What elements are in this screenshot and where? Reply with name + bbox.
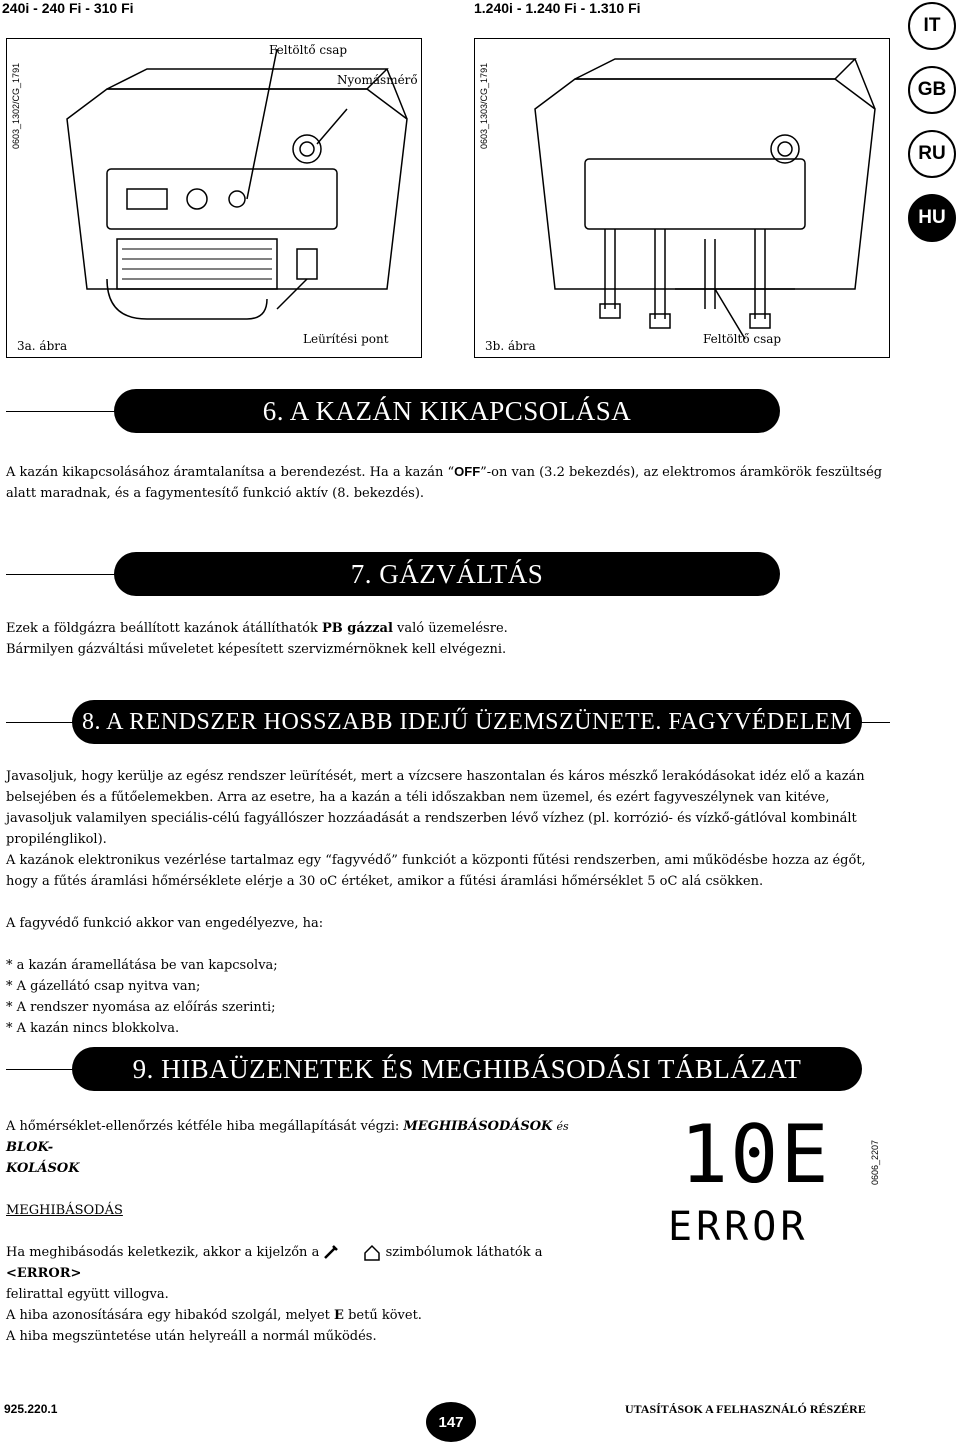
display-figure [660,1110,860,1270]
list-item: * A gázellátó csap nyitva van; [6,979,201,994]
footer-doc-number: 925.220.1 [4,1402,58,1416]
label-fill-tap: Feltöltő csap [703,332,782,346]
paragraph: A hiba megszüntetése után helyreáll a normál működés. [6,1329,377,1344]
footer-title: UTASÍTÁSOK A FELHASZNÁLÓ RÉSZÉRE [625,1402,866,1416]
figure-caption: 3a. ábra [17,339,68,353]
page-number: 147 [426,1402,476,1442]
list-item: * A kazán nincs blokkolva. [6,1021,180,1036]
figure-code: 0603_1303/CG_1791 [479,62,489,149]
header-model-right: 1.240i - 1.240 Fi - 1.310 Fi [474,0,641,16]
paragraph: Javasoljuk, hogy kerülje az egész rendszer leürítését, mert a vízcsere haszontalan és káros mészkő lerakódásokat idéz elő a kazán belsejében és a fűtőelemekben. Arra az esetre, ha a kazán a téli időszakban nem üzemel, és ezért fagyveszélynek van kitéve, javasoljuk valamilyen speciális-célú fagyállószer hozzáadását a rendszerben lévő vízhez (pl. korrózió- és vízkő-gátlóval kombinált propilénglikol). [6,769,865,847]
section-9-text [6,1116,606,1347]
paragraph: A kazán kikapcsolásához áramtalanítsa a berendezést. Ha a kazán “OFF”-on van (3.2 bekezdés), az elektromos áramkörök feszültség alatt maradnak, és a fagymentesítő funkció aktív (8. bekezdés). [6,464,883,501]
figure-3a [6,38,422,358]
section-8-text [6,766,896,1039]
wrench-icon [323,1244,363,1262]
subheading: MEGHIBÁSODÁS [6,1203,123,1218]
paragraph: A fagyvédő funkció akkor van engedélyezve, ha: [6,916,324,931]
label-drain-point: Leürítési pont [303,332,389,346]
boiler-bottom-illustration [515,49,885,349]
display-error-code: 10E [680,1108,831,1201]
section-divider [6,411,126,412]
paragraph: felirattal együtt villogva. [6,1287,169,1302]
figure-caption: 3b. ábra [485,339,536,353]
lang-tab-ru[interactable]: RU [908,130,956,178]
lang-tab-hu[interactable]: HU [908,194,956,242]
section-7-title: 7. GÁZVÁLTÁS [114,552,780,596]
display-error-text: ERROR [668,1204,809,1250]
paragraph: A kazánok elektronikus vezérlése tartalmaz egy “fagyvédő” funkciót a központi fűtési rendszerben, ami működésbe hozza az égőt, hogy a fűtés áramlási hőmérséklete elérje a 30 oC értéket, amikor a fűtési áramlási hőmérséklet 5 oC alá csökken. [6,853,866,889]
section-7-text [6,618,896,660]
section-6-text [6,461,896,504]
lang-tab-gb[interactable]: GB [908,66,956,114]
paragraph: A hőmérséklet-ellenőrzés kétféle hiba megállapítását végzi: MEGHIBÁSODÁSOK és BLOK- KOLÁSOK [6,1119,569,1176]
boiler-front-illustration [47,49,417,349]
section-9-title: 9. HIBAÜZENETEK ÉS MEGHIBÁSODÁSI TÁBLÁZAT [72,1047,862,1091]
paragraph: Ha meghibásodás keletkezik, akkor a kijelzőn a szimbólumok láthatók a <ERROR> [6,1245,543,1281]
section-divider [6,574,126,575]
list-item: * a kazán áramellátása be van kapcsolva; [6,958,278,973]
figure-code: 0606_2207 [870,1139,880,1185]
section-8-title: 8. A RENDSZER HOSSZABB IDEJŰ ÜZEMSZÜNETE. FAGYVÉDELEM [72,700,862,744]
paragraph: A hiba azonosítására egy hibakód szolgál, melyet E betű követ. [6,1308,422,1323]
paragraph: Bármilyen gázváltási műveletet képesített szervizmérnöknek kell elvégezni. [6,642,507,657]
label-fill-tap: Feltöltő csap [269,43,348,57]
list-item: * A rendszer nyomása az előírás szerinti; [6,1000,276,1015]
figure-code: 0603_1302/CG_1791 [11,62,21,149]
section-6-title: 6. A KAZÁN KIKAPCSOLÁSA [114,389,780,433]
lang-tab-it[interactable]: IT [908,2,956,50]
figure-3b [474,38,890,358]
label-pressure-gauge: Nyomásmérő [337,73,418,87]
house-icon [363,1244,381,1262]
paragraph: Ezek a földgázra beállított kazánok átállíthatók PB gázzal való üzemelésre. [6,621,508,636]
header-model-left: 240i - 240 Fi - 310 Fi [2,0,134,16]
